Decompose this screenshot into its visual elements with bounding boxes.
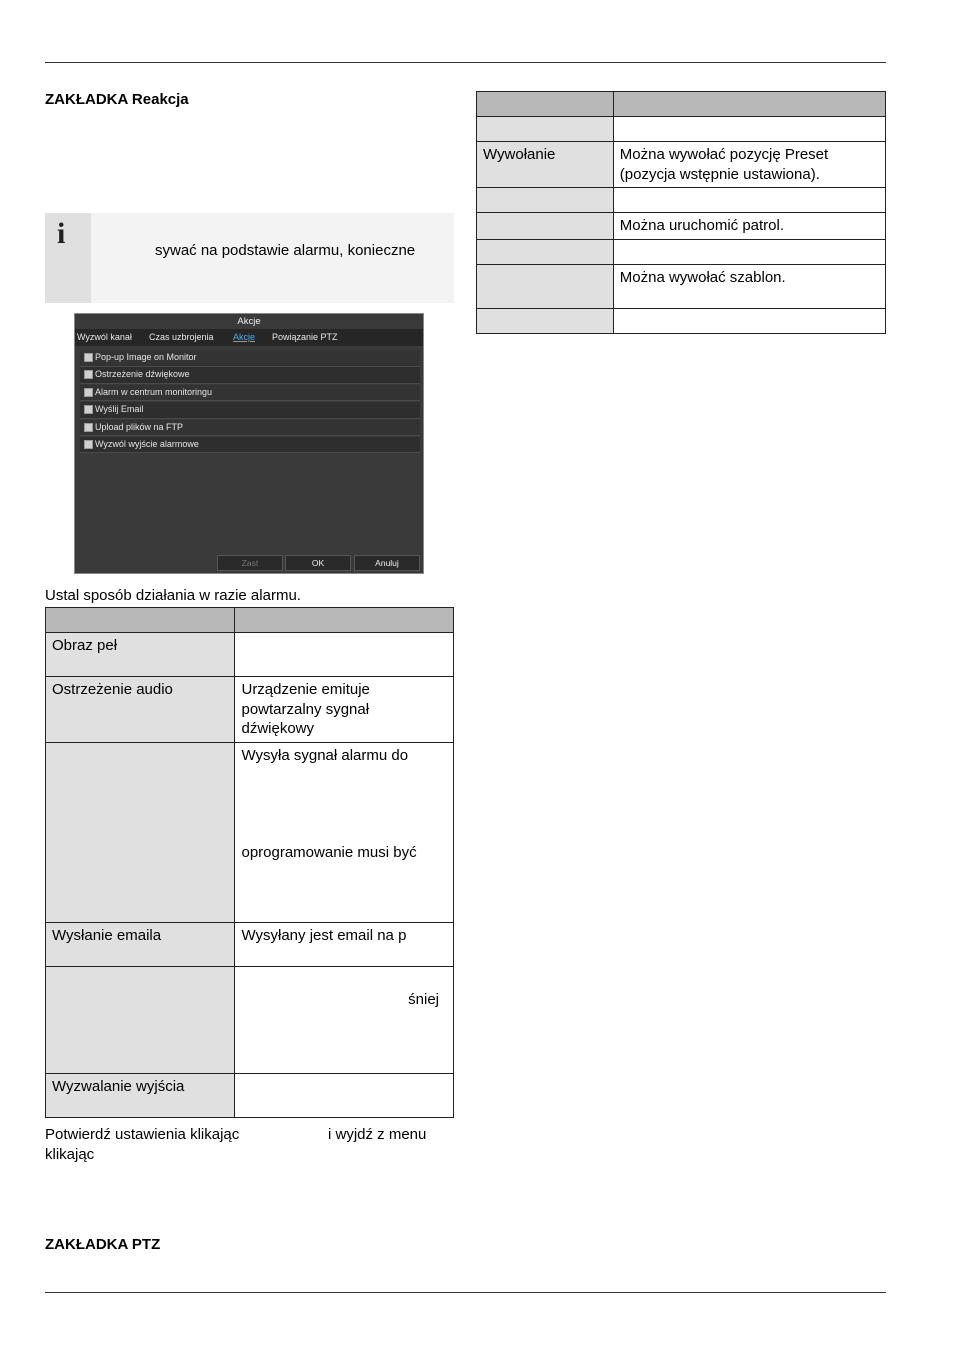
table-row bbox=[477, 264, 886, 308]
table-row bbox=[477, 239, 886, 264]
option-label: Pop-up Image on Monitor bbox=[95, 352, 197, 362]
table-cell-name bbox=[46, 742, 235, 922]
table-cell-desc bbox=[235, 742, 454, 922]
table-row bbox=[46, 633, 454, 677]
desc-line: powtarzalny sygnał bbox=[241, 700, 370, 718]
info-note bbox=[45, 213, 454, 303]
table-row bbox=[477, 213, 886, 240]
option-checkbox[interactable] bbox=[84, 440, 93, 449]
table-cell-name bbox=[477, 264, 614, 308]
option-label: Wyzwól wyjście alarmowe bbox=[95, 438, 199, 449]
table-row bbox=[477, 117, 886, 142]
table-header-row bbox=[477, 92, 886, 117]
alarm-actions-table bbox=[45, 607, 454, 1118]
table-row bbox=[477, 188, 886, 213]
option-checkbox[interactable] bbox=[84, 370, 93, 379]
dialog-title: Akcje bbox=[237, 316, 261, 327]
table-cell-desc bbox=[613, 117, 885, 142]
info-note-text: sywać na podstawie alarmu, konieczne bbox=[155, 242, 416, 259]
info-icon: i bbox=[57, 217, 66, 250]
tab-ptz-linkage[interactable]: Powiązanie PTZ bbox=[272, 332, 338, 342]
option-checkbox[interactable] bbox=[84, 388, 93, 397]
desc-line: Urządzenie emituje bbox=[241, 681, 370, 698]
table-cell-name: Obraz peł bbox=[46, 633, 235, 677]
table-cell-desc: Wysyłany jest email na p bbox=[235, 922, 454, 966]
table-cell-name bbox=[477, 308, 614, 333]
desc-line: Wysyła sygnał alarmu do bbox=[241, 746, 409, 764]
table-row bbox=[46, 966, 454, 1073]
option-row[interactable] bbox=[80, 367, 420, 384]
tab-arming-schedule[interactable]: Czas uzbrojenia bbox=[149, 332, 214, 342]
section-heading-ptz: ZAKŁADKA PTZ bbox=[45, 1236, 161, 1253]
option-row[interactable] bbox=[80, 402, 420, 419]
table-header-cell bbox=[613, 92, 885, 117]
table-cell-name bbox=[477, 117, 614, 142]
table-header-cell bbox=[477, 92, 614, 117]
option-checkbox[interactable] bbox=[84, 405, 93, 414]
table-row bbox=[477, 142, 886, 188]
table-cell-name bbox=[477, 239, 614, 264]
table-header-cell bbox=[235, 608, 454, 633]
option-row[interactable] bbox=[80, 350, 420, 367]
header-rule bbox=[45, 62, 886, 63]
table-row bbox=[46, 1073, 454, 1117]
table-row bbox=[46, 677, 454, 743]
option-row[interactable] bbox=[80, 385, 420, 402]
table-row bbox=[46, 742, 454, 922]
actions-dialog bbox=[74, 313, 424, 574]
option-label: Ostrzeżenie dźwiękowe bbox=[95, 369, 190, 380]
ok-button[interactable]: OK bbox=[285, 555, 351, 571]
footer-rule bbox=[45, 1292, 886, 1293]
table-row bbox=[46, 922, 454, 966]
confirm-text-line2: klikając bbox=[45, 1146, 95, 1163]
confirm-text-line1a: Potwierdź ustawienia klikając bbox=[45, 1126, 240, 1143]
table-header-cell bbox=[46, 608, 235, 633]
table-cell-desc: Można wywołać pozycję Preset (pozycja wstępnie ustawiona). bbox=[613, 142, 885, 188]
table-cell-desc bbox=[613, 308, 885, 333]
desc-line: śniej bbox=[408, 990, 439, 1008]
table-cell-name bbox=[46, 966, 235, 1073]
desc-line: oprogramowanie musi być bbox=[241, 844, 417, 861]
table-cell-name: Wyzwalanie wyjścia bbox=[46, 1073, 235, 1117]
table-cell-name bbox=[477, 213, 614, 240]
table-cell-desc bbox=[235, 966, 454, 1073]
tab-trigger-channel[interactable]: Wyzwól kanał bbox=[77, 332, 132, 342]
confirm-text-line1b: i wyjdź z menu bbox=[328, 1126, 427, 1143]
table-cell-desc bbox=[235, 1073, 454, 1117]
copy-button[interactable]: Zast bbox=[217, 555, 283, 571]
option-row[interactable] bbox=[80, 420, 420, 437]
option-label: Wyślij Email bbox=[95, 404, 144, 415]
table-cell-name: Ostrzeżenie audio bbox=[46, 677, 235, 743]
option-checkbox[interactable] bbox=[84, 423, 93, 432]
table-cell-name: Wysłanie emaila bbox=[46, 922, 235, 966]
option-label: Upload plików na FTP bbox=[95, 421, 184, 432]
section-heading-reakcja: ZAKŁADKA Reakcja bbox=[45, 91, 189, 108]
table-header-row bbox=[46, 608, 454, 633]
table-cell-name: Wywołanie bbox=[477, 142, 614, 188]
option-checkbox[interactable] bbox=[84, 353, 93, 362]
tab-actions[interactable]: Akcje bbox=[233, 332, 256, 342]
cancel-button[interactable]: Anuluj bbox=[354, 555, 420, 571]
table-cell-desc bbox=[235, 633, 454, 677]
info-note-icon-column bbox=[45, 213, 91, 303]
table-cell-desc bbox=[613, 188, 885, 213]
action-options-list bbox=[80, 350, 420, 454]
table-row bbox=[477, 308, 886, 333]
option-row[interactable] bbox=[80, 437, 420, 454]
table-cell-desc bbox=[613, 239, 885, 264]
desc-line: dźwiękowy bbox=[241, 720, 315, 737]
dialog-tab-bar bbox=[75, 329, 423, 346]
table-cell-desc: Można wywołać szablon. bbox=[613, 264, 885, 308]
ptz-actions-table bbox=[476, 91, 886, 334]
table-cell-name bbox=[477, 188, 614, 213]
intro-text: Ustal sposób działania w razie alarmu. bbox=[45, 587, 301, 604]
table-cell-desc: Można uruchomić patrol. bbox=[613, 213, 885, 240]
table-cell-desc bbox=[235, 677, 454, 743]
option-label: Alarm w centrum monitoringu bbox=[95, 386, 213, 397]
